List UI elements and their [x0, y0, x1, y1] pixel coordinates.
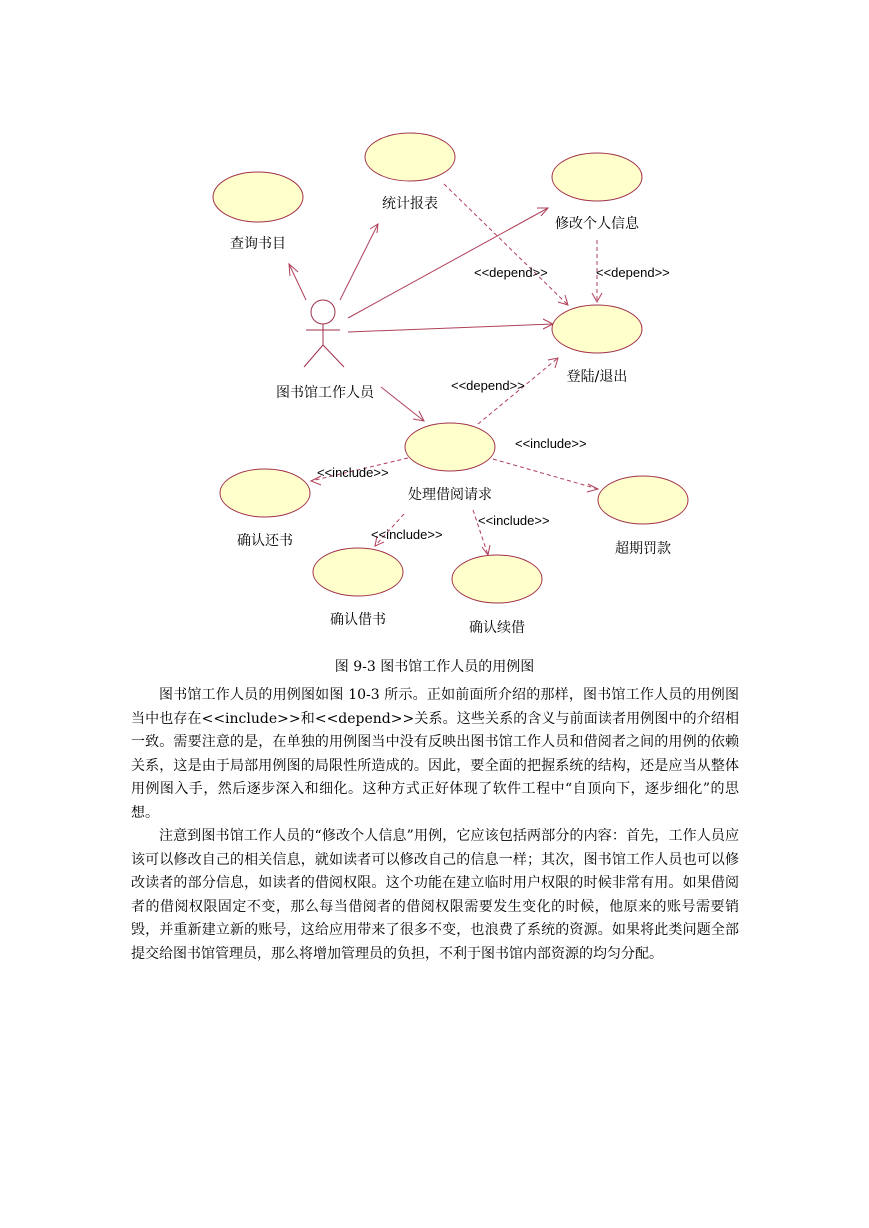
use-case-query [213, 172, 303, 222]
use-case-query-label: 查询书目 [230, 236, 286, 252]
stereotype-include-fine: <<include>> [515, 436, 587, 451]
use-case-report [365, 133, 455, 181]
actor-label: 图书馆工作人员 [276, 385, 374, 401]
stereotype-depend-modify: <<depend>> [596, 265, 670, 280]
stereotype-include-borrow: <<include>> [371, 527, 443, 542]
body-text [131, 684, 739, 966]
use-case-login [552, 305, 642, 353]
inc-borrow-fine [493, 459, 598, 489]
figure-caption: 图 9-3 图书馆工作人员的用例图 [334, 659, 535, 675]
actor-figure [304, 300, 344, 367]
stereotype-depend-borrow: <<depend>> [451, 378, 525, 393]
paragraph: 注意到图书馆工作人员的“修改个人信息”用例，它应该包括两部分的内容：首先，工作人员应该可以修改自己的相关信息，就如读者可以修改自己的信息一样；其次，图书馆工作人员也可以修改读者的部分信息，如读者的借阅权限。这个功能在建立临时用户权限的时候非常有用。如果借阅者的借阅权限固定不变，那么每当借阅者的借阅权限需要发生变化的时候，他原来的账号需要销毁，并重新建立新的账号，这给应用带来了很多不变，也浪费了系统的资源。如果将此类问题全部提交给图书馆管理员，那么将增加管理员的负担，不利于图书馆内部资源的均匀分配。 [131, 828, 739, 962]
use-case-report-label: 统计报表 [382, 196, 438, 212]
use-case-confirm-borrow [313, 548, 403, 596]
use-case-overdue-fine-label: 超期罚款 [615, 541, 671, 557]
stereotype-include-return: <<include>> [317, 465, 389, 480]
dep-report-login [444, 184, 568, 305]
use-case-overdue-fine [598, 476, 688, 524]
use-case-borrow-request-label: 处理借阅请求 [408, 487, 492, 503]
paragraph: 图书馆工作人员的用例图如图 10-3 所示。正如前面所介绍的那样，图书馆工作人员的用例图当中也存在<<include>>和<<depend>>关系。这些关系的含义与前面读者用例图中的介绍相一致。需要注意的是，在单独的用例图当中没有反映出图书馆工作人员和借阅者之间的用例的依赖关系，这是由于局部用例图的局限性所造成的。因此，要全面的把握系统的结构，还是应当从整体用例图入手，然后逐步深入和细化。这种方式正好体现了软件工程中“自顶向下，逐步细化”的思想。 [131, 687, 739, 821]
stereotype-include-renew: <<include>> [478, 513, 550, 528]
use-case-modify-label: 修改个人信息 [555, 216, 639, 232]
use-case-confirm-return-label: 确认还书 [237, 533, 293, 549]
use-case-confirm-borrow-label: 确认借书 [330, 612, 386, 628]
assoc-borrow [381, 387, 424, 421]
use-case-confirm-renew [452, 555, 542, 603]
assoc-report [340, 224, 378, 300]
use-case-login-label: 登陆/退出 [566, 369, 628, 385]
use-case-borrow-request [405, 423, 495, 471]
stereotype-depend-report: <<depend>> [474, 265, 548, 280]
use-case-modify [552, 153, 642, 201]
assoc-query [289, 264, 306, 300]
use-case-confirm-return [220, 469, 310, 517]
use-case-confirm-renew-label: 确认续借 [469, 620, 525, 636]
assoc-login [348, 324, 553, 332]
